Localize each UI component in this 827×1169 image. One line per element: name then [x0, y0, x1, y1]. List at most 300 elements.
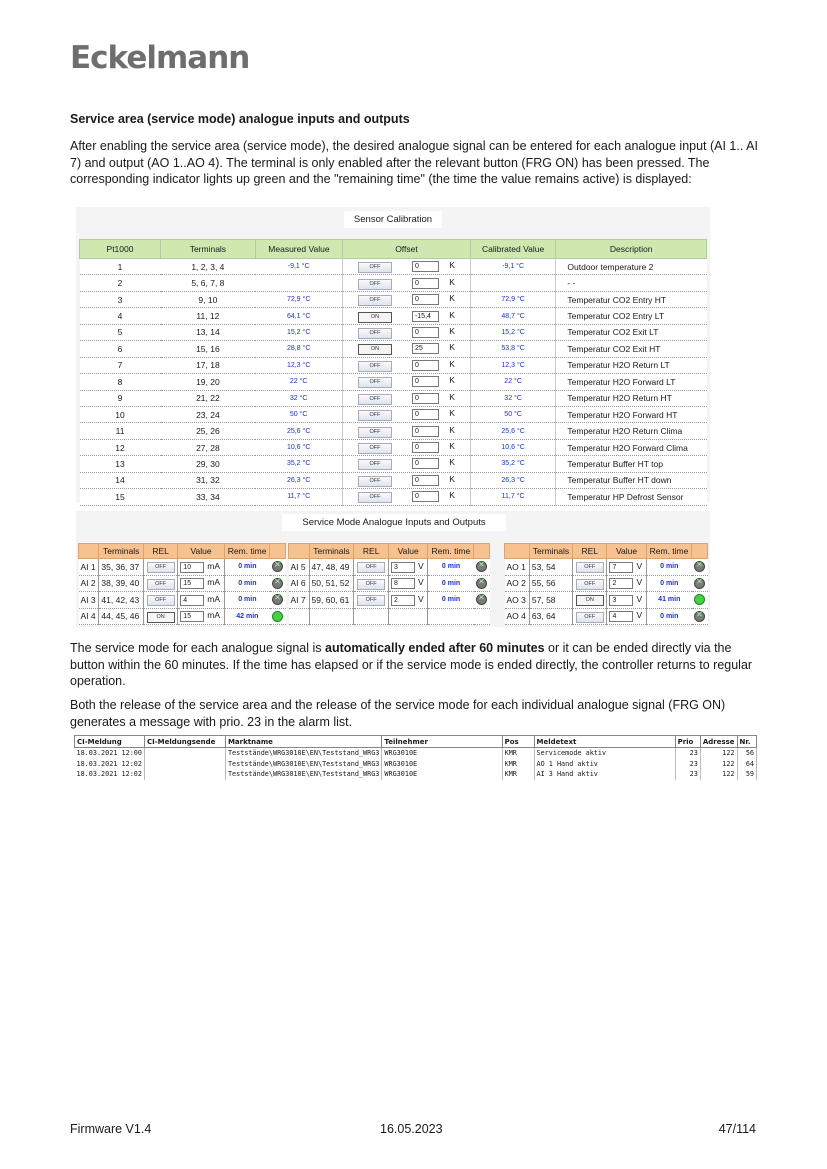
offset-cell — [343, 308, 471, 324]
io-remaining-time: 41 min — [646, 592, 692, 609]
alarm-cell: 56 — [737, 748, 756, 759]
io-value-cell — [607, 592, 646, 609]
sensor-row — [80, 291, 707, 307]
io-signal-id: AO 3 — [505, 592, 530, 609]
service-end-text-a: The service mode for each analogue signal is — [70, 641, 326, 655]
offset-toggle-button[interactable]: OFF — [358, 361, 392, 372]
io-rel-cell — [354, 592, 389, 609]
terminals: 27, 28 — [161, 439, 256, 455]
io-terminals: 50, 51, 52 — [309, 575, 354, 592]
alarm-cell: WRG3010E — [382, 759, 502, 770]
io-row — [289, 608, 490, 625]
alarm-row — [75, 769, 757, 780]
terminals: 11, 12 — [161, 308, 256, 324]
footer-firmware: Firmware V1.4 — [70, 1122, 152, 1136]
io-value-unit: V — [636, 577, 643, 588]
io-signal-id: AI 6 — [289, 575, 310, 592]
io-col-header: Rem. time — [646, 544, 692, 559]
offset-cell — [343, 406, 471, 422]
pt1000-number: 11 — [80, 423, 161, 439]
io-value-input[interactable]: 7 — [609, 562, 633, 573]
offset-cell — [343, 324, 471, 340]
sensor-row — [80, 456, 707, 472]
io-terminals: 57, 58 — [529, 592, 572, 609]
io-indicator-cell — [474, 559, 490, 576]
offset-input[interactable]: 0 — [412, 294, 439, 305]
calibrated-value — [470, 259, 556, 275]
io-row — [289, 592, 490, 609]
status-indicator-off-icon — [694, 578, 705, 589]
pt1000-number: 7 — [80, 357, 161, 373]
frg-toggle-button[interactable]: OFF — [576, 579, 604, 590]
alarm-cell: KMR — [502, 769, 534, 780]
status-indicator-off-icon — [694, 611, 705, 622]
alarm-cell: KMR — [502, 759, 534, 770]
offset-input[interactable]: -15,4 — [412, 311, 439, 322]
sensor-row — [80, 324, 707, 340]
offset-input[interactable]: 0 — [412, 458, 439, 469]
alarm-col-header: Nr. — [737, 736, 756, 748]
alarm-paragraph: Both the release of the service area and the release of the service mode for each individual analogue signal (FRG ON) generates a message with prio. 23 in the alarm list. — [70, 698, 726, 729]
alarm-col-header: CI-Meldung — [75, 736, 145, 748]
footer-page-number: 47/114 — [718, 1122, 756, 1136]
sensor-description: Temperatur Buffer HT down — [556, 472, 707, 488]
calibrated-value-text: 10,6 °C — [501, 444, 525, 452]
offset-cell — [343, 423, 471, 439]
measured-value — [255, 324, 342, 340]
alarm-row — [75, 748, 757, 759]
sensor-row — [80, 439, 707, 455]
frg-toggle-button[interactable]: OFF — [576, 612, 604, 623]
terminals: 13, 14 — [161, 324, 256, 340]
offset-cell — [343, 439, 471, 455]
alarm-cell: KMR — [502, 748, 534, 759]
offset-toggle-button[interactable]: ON — [358, 344, 392, 355]
sensor-description: Temperatur H2O Forward HT — [556, 406, 707, 422]
io-indicator-header — [474, 544, 490, 559]
measured-value — [255, 259, 342, 275]
calibrated-value-text: 12,3 °C — [501, 361, 525, 369]
offset-input[interactable]: 0 — [412, 475, 439, 486]
offset-input[interactable]: 0 — [412, 261, 439, 272]
io-value-input[interactable]: 8 — [391, 578, 415, 589]
frg-toggle-button[interactable]: ON — [147, 612, 175, 623]
frg-toggle-button[interactable]: OFF — [357, 579, 385, 590]
service-mode-title: Service Mode Analogue Inputs and Outputs — [282, 514, 506, 531]
offset-toggle-button[interactable]: ON — [358, 312, 392, 323]
offset-input[interactable]: 0 — [412, 442, 439, 453]
io-value-input[interactable]: 15 — [180, 611, 204, 622]
sensor-description: Temperatur CO2 Entry LT — [556, 308, 707, 324]
offset-unit: K — [449, 325, 455, 336]
alarm-cell: 18.03.2021 12:02 — [75, 769, 145, 780]
sensor-row — [80, 489, 707, 505]
calibrated-value — [470, 357, 556, 373]
measured-value — [255, 390, 342, 406]
offset-cell — [343, 275, 471, 291]
terminals: 23, 24 — [161, 406, 256, 422]
io-remaining-time: 42 min — [224, 608, 270, 625]
calibrated-value — [470, 456, 556, 472]
io-col-header: Value — [607, 544, 646, 559]
io-value-cell — [388, 592, 427, 609]
calibrated-value-text: 35,2 °C — [501, 460, 525, 468]
io-signal-id: AI 3 — [79, 592, 99, 609]
io-signal-id: AO 2 — [505, 575, 530, 592]
offset-input[interactable]: 0 — [412, 278, 439, 289]
io-col-header: REL — [354, 544, 389, 559]
io-value-input[interactable]: 3 — [391, 562, 415, 573]
offset-unit: K — [449, 457, 455, 468]
io-terminals: 63, 64 — [529, 608, 572, 625]
io-signal-id: AI 1 — [79, 559, 99, 576]
offset-toggle-button[interactable]: OFF — [358, 476, 392, 487]
io-row — [505, 592, 708, 609]
offset-unit: K — [449, 342, 455, 353]
terminals: 1, 2, 3, 4 — [161, 259, 256, 275]
calibrated-value — [470, 308, 556, 324]
alarm-cell: Teststände\WRG3010E\EN\Teststand_WRG3 — [225, 759, 381, 770]
io-value-input[interactable]: 15 — [180, 578, 204, 589]
io-remaining-time: 0 min — [428, 592, 474, 609]
measured-value-text: 12,3 °C — [286, 361, 311, 369]
io-rel-cell — [143, 575, 177, 592]
status-indicator-on-icon — [272, 611, 283, 622]
analogue-io-table-3 — [504, 543, 708, 625]
io-indicator-cell — [270, 575, 286, 592]
pt1000-number: 13 — [80, 456, 161, 472]
io-value-input[interactable]: 10 — [180, 562, 204, 573]
pt1000-number: 4 — [80, 308, 161, 324]
section-heading: Service area (service mode) analogue inputs and outputs — [70, 112, 410, 126]
offset-cell — [343, 291, 471, 307]
io-value-cell — [178, 559, 225, 576]
measured-value — [255, 423, 342, 439]
io-remaining-time: 0 min — [224, 575, 270, 592]
calibrated-value — [470, 275, 556, 291]
calibrated-value-text: 26,3 °C — [501, 476, 525, 484]
offset-toggle-button[interactable]: OFF — [358, 279, 392, 290]
offset-cell — [343, 456, 471, 472]
io-indicator-cell — [270, 592, 286, 609]
sensor-row — [80, 259, 707, 275]
io-value-cell — [607, 559, 646, 576]
sensor-row — [80, 406, 707, 422]
io-rel-cell — [354, 575, 389, 592]
sensor-description: Outdoor temperature 2 — [556, 259, 707, 275]
measured-value — [255, 406, 342, 422]
offset-toggle-button[interactable]: OFF — [358, 492, 392, 503]
io-value-cell — [178, 592, 225, 609]
calibrated-value — [470, 423, 556, 439]
offset-unit: K — [449, 309, 455, 320]
io-terminals: 35, 36, 37 — [99, 559, 144, 576]
measured-value — [255, 472, 342, 488]
io-indicator-cell — [692, 559, 708, 576]
io-value-unit: V — [417, 593, 424, 604]
offset-cell — [343, 259, 471, 275]
offset-toggle-button[interactable]: OFF — [358, 427, 392, 438]
status-indicator-off-icon — [476, 594, 487, 605]
io-empty-cell — [354, 608, 389, 625]
terminals: 19, 20 — [161, 374, 256, 390]
measured-value — [255, 489, 342, 505]
io-terminals: 47, 48, 49 — [309, 559, 354, 576]
io-value-cell — [388, 559, 427, 576]
io-terminals: 53, 54 — [529, 559, 572, 576]
io-signal-id: AO 4 — [505, 608, 530, 625]
io-col-header: Value — [388, 544, 427, 559]
io-col-header: Terminals — [309, 544, 354, 559]
io-row — [79, 559, 286, 576]
pt1000-number: 3 — [80, 291, 161, 307]
pt1000-number: 6 — [80, 341, 161, 357]
io-value-input[interactable]: 4 — [609, 611, 633, 622]
alarm-cell: WRG3010E — [382, 769, 502, 780]
sensor-calibration-table — [79, 239, 707, 506]
measured-value-text: 35,2 °C — [286, 460, 311, 468]
io-remaining-time: 0 min — [428, 575, 474, 592]
alarm-cell: 122 — [700, 769, 737, 780]
io-indicator-header — [270, 544, 286, 559]
io-value-input[interactable]: 4 — [180, 595, 204, 606]
offset-cell — [343, 489, 471, 505]
io-signal-id: AI 5 — [289, 559, 310, 576]
frg-toggle-button[interactable]: OFF — [147, 579, 175, 590]
alarm-cell: 23 — [675, 769, 700, 780]
measured-value — [255, 456, 342, 472]
io-value-input[interactable]: 2 — [391, 595, 415, 606]
offset-cell — [343, 390, 471, 406]
offset-toggle-button[interactable]: OFF — [358, 443, 392, 454]
io-value-cell — [388, 575, 427, 592]
calibrated-value-text: 32 °C — [504, 394, 522, 402]
sensor-description: Temperatur H2O Forward LT — [556, 374, 707, 390]
measured-value-text: 50 °C — [289, 411, 308, 419]
frg-toggle-button[interactable]: OFF — [357, 595, 385, 606]
measured-value — [255, 308, 342, 324]
alarm-cell: Teststände\WRG3010E\EN\Teststand_WRG3 — [225, 769, 381, 780]
io-remaining-time: 0 min — [646, 559, 692, 576]
offset-toggle-button[interactable]: OFF — [358, 394, 392, 405]
io-row — [505, 608, 708, 625]
io-terminals: 44, 45, 46 — [99, 608, 144, 625]
alarm-cell: AI 3 Hand aktiv — [534, 769, 675, 780]
alarm-col-header: Meldetext — [534, 736, 675, 748]
alarm-cell: Teststände\WRG3010E\EN\Teststand_WRG3 — [225, 748, 381, 759]
sensor-row — [80, 341, 707, 357]
frg-toggle-button[interactable]: OFF — [357, 562, 385, 573]
io-signal-id: AI 7 — [289, 592, 310, 609]
terminals: 25, 26 — [161, 423, 256, 439]
calibrated-value-text: 53,8 °C — [501, 345, 525, 353]
intro-paragraph: After enabling the service area (service mode), the desired analogue signal can be entered for each analogue input (AI 1.. AI 7) and output (AO 1..AO 4). The terminal is only enabled after the relevant button (FRG ON) has been pressed. The corresponding indicator lights up green and the "remaining time" (the time the value remains active) is displayed: — [70, 139, 758, 186]
sensor-row — [80, 308, 707, 324]
terminals: 9, 10 — [161, 291, 256, 307]
io-remaining-time: 0 min — [428, 559, 474, 576]
measured-value-text: 22 °C — [289, 378, 308, 386]
io-row — [505, 559, 708, 576]
alarm-col-header: Adresse — [700, 736, 737, 748]
io-rel-cell — [573, 592, 607, 609]
service-end-paragraph — [70, 640, 760, 690]
offset-unit: K — [449, 293, 455, 304]
io-terminals: 55, 56 — [529, 575, 572, 592]
io-value-unit: mA — [207, 577, 221, 588]
io-value-cell — [607, 608, 646, 625]
sensor-calibration-title: Sensor Calibration — [344, 211, 442, 228]
io-col-header: REL — [143, 544, 177, 559]
io-indicator-cell — [692, 592, 708, 609]
calibrated-value — [470, 324, 556, 340]
offset-cell — [343, 472, 471, 488]
io-value-unit: V — [636, 593, 643, 604]
sensor-description: - - — [556, 275, 707, 291]
frg-toggle-button[interactable]: ON — [576, 595, 604, 606]
offset-input[interactable]: 0 — [412, 491, 439, 502]
offset-unit: K — [449, 276, 455, 287]
calibrated-value — [470, 390, 556, 406]
company-logo: Eckelmann — [70, 40, 250, 76]
offset-toggle-button[interactable]: OFF — [358, 328, 392, 339]
io-value-input[interactable]: 3 — [609, 595, 633, 606]
offset-unit: K — [449, 358, 455, 369]
io-signal-id: AI 2 — [79, 575, 99, 592]
io-value-cell — [178, 608, 225, 625]
offset-input[interactable]: 0 — [412, 409, 439, 420]
alarm-row — [75, 759, 757, 770]
calibrated-value-text: 48,7 °C — [501, 312, 525, 320]
offset-toggle-button[interactable]: OFF — [358, 459, 392, 470]
io-corner-header — [79, 544, 99, 559]
offset-toggle-button[interactable]: OFF — [358, 410, 392, 421]
calibrated-value — [470, 406, 556, 422]
io-value-unit: V — [417, 560, 424, 571]
offset-unit: K — [449, 490, 455, 501]
measured-value-text: 64,1 °C — [286, 312, 311, 320]
measured-value-text: 72,9 °C — [286, 296, 311, 304]
offset-input[interactable]: 0 — [412, 360, 439, 371]
sensor-col-header: Offset — [343, 240, 471, 259]
sensor-row — [80, 423, 707, 439]
io-corner-header — [505, 544, 530, 559]
alarm-col-header: Prio — [675, 736, 700, 748]
io-remaining-time: 0 min — [224, 559, 270, 576]
alarm-cell: 64 — [737, 759, 756, 770]
io-col-header: Terminals — [529, 544, 572, 559]
io-col-header: Rem. time — [224, 544, 270, 559]
io-signal-id: AO 1 — [505, 559, 530, 576]
measured-value-text: 28,8 °C — [286, 345, 311, 353]
io-row — [79, 575, 286, 592]
pt1000-number: 12 — [80, 439, 161, 455]
sensor-row — [80, 390, 707, 406]
alarm-cell — [144, 748, 225, 759]
io-row — [289, 575, 490, 592]
offset-input[interactable]: 0 — [412, 426, 439, 437]
pt1000-number: 2 — [80, 275, 161, 291]
io-value-unit: V — [417, 577, 424, 588]
measured-value-text: 11,7 °C — [287, 493, 311, 501]
offset-toggle-button[interactable]: OFF — [358, 262, 392, 273]
sensor-row — [80, 472, 707, 488]
frg-toggle-button[interactable]: OFF — [147, 595, 175, 606]
measured-value — [255, 291, 342, 307]
alarm-cell: AO 1 Hand aktiv — [534, 759, 675, 770]
offset-input[interactable]: 0 — [412, 393, 439, 404]
io-indicator-cell — [692, 575, 708, 592]
io-col-header: Value — [178, 544, 225, 559]
alarm-cell — [144, 759, 225, 770]
io-value-cell — [178, 575, 225, 592]
io-rel-cell — [354, 559, 389, 576]
alarm-cell: 18.03.2021 12:02 — [75, 759, 145, 770]
io-rel-cell — [573, 575, 607, 592]
measured-value-text: 25,6 °C — [286, 427, 311, 435]
alarm-cell: 59 — [737, 769, 756, 780]
offset-input[interactable]: 0 — [412, 327, 439, 338]
pt1000-number: 10 — [80, 406, 161, 422]
offset-input[interactable]: 25 — [412, 343, 439, 354]
io-value-input[interactable]: 2 — [609, 578, 633, 589]
service-end-text-c: or it can be ended directly via the button within the 60 minutes. If the time has elapsed or if the service mode is ended directly, the controller returns to regular operation. — [70, 641, 753, 688]
io-value-unit: mA — [207, 560, 221, 571]
pt1000-number: 14 — [80, 472, 161, 488]
measured-value-text: 26,3 °C — [286, 476, 311, 484]
sensor-row — [80, 357, 707, 373]
sensor-col-header: Pt1000 — [80, 240, 161, 259]
alarm-cell: WRG3010E — [382, 748, 502, 759]
io-indicator-cell — [474, 575, 490, 592]
status-indicator-on-icon — [694, 594, 705, 605]
pt1000-number: 15 — [80, 489, 161, 505]
offset-unit: K — [449, 441, 455, 452]
calibrated-value-text: 11,7 °C — [501, 493, 525, 501]
measured-value-text: -9,1 °C — [287, 263, 310, 271]
sensor-description: Temperatur CO2 Entry HT — [556, 291, 707, 307]
io-row — [289, 559, 490, 576]
pt1000-number: 9 — [80, 390, 161, 406]
frg-toggle-button[interactable]: OFF — [147, 562, 175, 573]
io-value-unit: mA — [207, 610, 221, 621]
offset-input[interactable]: 0 — [412, 376, 439, 387]
status-indicator-off-icon — [272, 594, 283, 605]
terminals: 15, 16 — [161, 341, 256, 357]
alarm-cell: Servicemode aktiv — [534, 748, 675, 759]
io-row — [505, 575, 708, 592]
offset-toggle-button[interactable]: OFF — [358, 295, 392, 306]
measured-value-text: 10,6 °C — [286, 444, 311, 452]
calibrated-value-text: 25,6 °C — [501, 427, 525, 435]
frg-toggle-button[interactable]: OFF — [576, 562, 604, 573]
io-indicator-cell — [270, 559, 286, 576]
analogue-io-table-2 — [288, 543, 490, 625]
io-indicator-header — [692, 544, 708, 559]
measured-value — [255, 341, 342, 357]
offset-toggle-button[interactable]: OFF — [358, 377, 392, 388]
pt1000-number: 8 — [80, 374, 161, 390]
sensor-col-header: Calibrated Value — [470, 240, 556, 259]
offset-cell — [343, 357, 471, 373]
io-rel-cell — [143, 608, 177, 625]
calibrated-value-text: 50 °C — [504, 411, 522, 419]
sensor-col-header: Terminals — [161, 240, 256, 259]
sensor-col-header: Description — [556, 240, 707, 259]
calibrated-value — [470, 439, 556, 455]
alarm-cell: 23 — [675, 759, 700, 770]
calibrated-value-text: 72,9 °C — [501, 296, 525, 304]
status-indicator-off-icon — [476, 561, 487, 572]
